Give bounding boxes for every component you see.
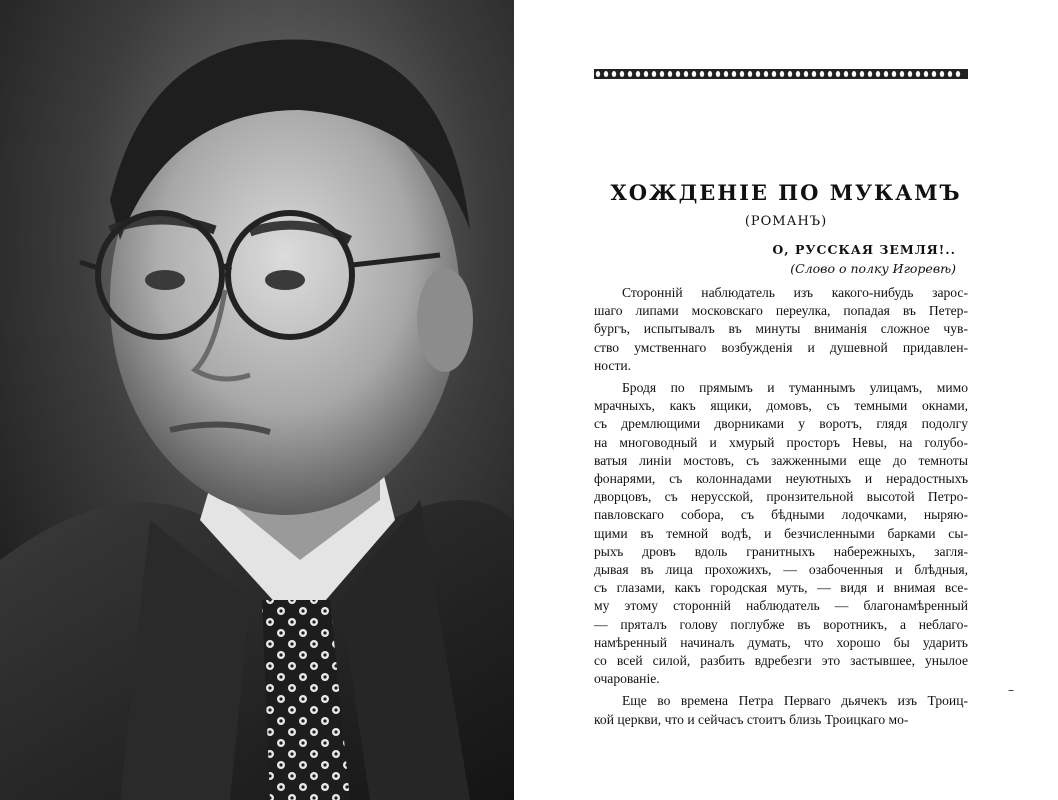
ornament-link: [852, 71, 856, 77]
ornament-link: [844, 71, 848, 77]
ornament-link: [692, 71, 696, 77]
ornament-link: [908, 71, 912, 77]
text-line: рыхъ дровъ вдоль гранитныхъ набережныхъ, загля-: [594, 543, 968, 559]
ornament-link: [796, 71, 800, 77]
text-line: павловскаго собора, съ бѣдными лодочками, ныряю-: [594, 507, 968, 523]
ornament-link: [892, 71, 896, 77]
ornament-link: [956, 71, 960, 77]
epigraph-quote: О, РУССКАЯ ЗЕМЛЯ!..: [772, 242, 956, 257]
text-line: Еще во времена Петра Перваго дьячекъ изъ Троиц-: [622, 693, 968, 709]
epigraph: [772, 240, 956, 278]
book-title: ХОЖДЕНІЕ ПО МУКАМЪ: [610, 180, 962, 205]
text-line: дывая въ лица прохожихъ, — озабоченныя и блѣдныя,: [594, 562, 968, 578]
ornament-link: [684, 71, 688, 77]
author-portrait-photo: [0, 0, 514, 800]
ornament-link: [652, 71, 656, 77]
ornament-link: [788, 71, 792, 77]
text-line: намѣренный начиналъ думать, что хорошо бы ударить: [594, 634, 968, 650]
ornament-link: [676, 71, 680, 77]
text-line: Бродя по прямымъ и туманнымъ улицамъ, мимо: [622, 380, 968, 396]
ornament-link: [700, 71, 704, 77]
ornament-link: [732, 71, 736, 77]
text-line: со всей силой, разбить вдребезги это застывшее, унылое: [594, 653, 968, 669]
ornament-link: [900, 71, 904, 77]
ornament-link: [876, 71, 880, 77]
text-line: ство умственнаго возбужденія и душевной придавлен-: [594, 339, 968, 355]
ornament-link: [948, 71, 952, 77]
ornament-link: [628, 71, 632, 77]
paragraph: [594, 692, 968, 728]
ornament-link: [716, 71, 720, 77]
ornament-link: [620, 71, 624, 77]
text-line: Сторонній наблюдатель изъ какого-нибудь зарос-: [622, 285, 968, 300]
ornament-link: [820, 71, 824, 77]
ornament-link: [812, 71, 816, 77]
text-line: съ глазами, какъ городская муть, — видя и внимая все-: [594, 580, 968, 596]
portrait-illustration: [0, 0, 514, 800]
paragraph: [594, 379, 968, 688]
ornament-link: [660, 71, 664, 77]
text-line: кой церкви, что и сейчасъ стоитъ близь Троицкаго мо-: [594, 711, 909, 727]
ornament-link: [764, 71, 768, 77]
ornament-link: [596, 71, 600, 77]
paragraph: [594, 284, 968, 375]
ornament-link: [644, 71, 648, 77]
ornament-link: [740, 71, 744, 77]
text-line: ности.: [594, 357, 632, 373]
text-line: бургъ, испытывалъ въ минуты вниманія сложное чув-: [594, 321, 968, 337]
text-line: ватыя линіи мостовъ, съ зажженными еще до темноты: [594, 452, 968, 468]
ornament-link: [748, 71, 752, 77]
ornament-link: [924, 71, 928, 77]
text-line: щими въ темной водѣ, и безчисленными барками сы-: [594, 525, 968, 541]
text-line: фонарями, съ колоннадами неуютныхъ и нерадостныхъ: [594, 471, 968, 487]
margin-mark: –: [1008, 683, 1014, 697]
ornament-link: [916, 71, 920, 77]
text-line: — пряталъ голову поглубже въ воротникъ, а неблаго-: [594, 616, 968, 632]
ornament-link: [604, 71, 608, 77]
text-line: му этому сторонній наблюдатель — благонамѣренный: [594, 598, 968, 614]
text-line: съ дремлющими дворниками у воротъ, глядя подолгу: [594, 416, 968, 432]
body-text: [594, 284, 968, 733]
ornament-link: [804, 71, 808, 77]
text-line: очарованіе.: [594, 671, 660, 687]
ornament-link: [836, 71, 840, 77]
text-line: шаго липами московскаго переулка, попадая въ Петер-: [594, 303, 968, 319]
ornament-link: [828, 71, 832, 77]
text-line: на многоводный и хмурый просторъ Невы, на голубо-: [594, 434, 968, 450]
text-line: дворцовъ, съ нерусской, пронзительной высотой Петро-: [594, 489, 968, 505]
ornament-link: [668, 71, 672, 77]
ornament-link: [636, 71, 640, 77]
ornament-link: [940, 71, 944, 77]
ornament-link: [932, 71, 936, 77]
epigraph-source: (Слово о полку Игоревѣ): [790, 261, 956, 276]
ornament-link: [756, 71, 760, 77]
ornament-link: [884, 71, 888, 77]
ornament-link: [868, 71, 872, 77]
ornament-link: [772, 71, 776, 77]
ornament-link: [724, 71, 728, 77]
ornament-link: [708, 71, 712, 77]
book-subtitle: (РОМАНЪ): [744, 214, 828, 229]
ornament-link: [780, 71, 784, 77]
ornament-link: [860, 71, 864, 77]
ornament-link: [612, 71, 616, 77]
decorative-rule-icon: [594, 68, 968, 80]
text-line: мрачныхъ, какъ ящики, домовъ, съ темными окнами,: [594, 398, 968, 414]
book-page: [514, 0, 1058, 800]
